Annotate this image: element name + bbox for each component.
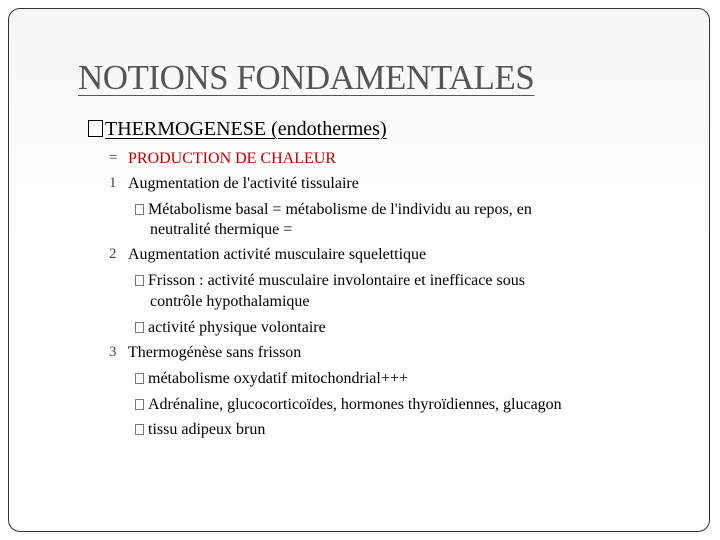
sub-point-text: Frisson : activité musculaire involontaire et inefficace sous: [148, 272, 525, 289]
sub-point: [135, 318, 326, 338]
slide-title: NOTIONS FONDAMENTALES: [78, 58, 535, 97]
sub-point-text: métabolisme oxydatif mitochondrial+++: [148, 370, 408, 387]
bullet-box-icon: [88, 120, 103, 137]
point-text: Thermogénèse sans frisson: [128, 344, 302, 361]
section-heading: [88, 118, 387, 141]
sub-point-text: Adrénaline, glucocorticoïdes, hormones thyroïdiennes, glucagon: [148, 396, 562, 413]
sub-bullet-icon: [135, 275, 144, 286]
sub-point: [135, 369, 408, 389]
sub-point-text: activité physique volontaire: [148, 319, 326, 336]
point-number: 3: [109, 344, 117, 360]
section-heading-text: THERMOGENESE (endothermes): [105, 118, 387, 140]
sub-point: [135, 271, 525, 291]
sub-point-text: Métabolisme basal = métabolisme de l'individu au repos, en: [148, 201, 532, 218]
sub-point: [135, 200, 532, 220]
sub-point: [135, 420, 265, 440]
definition-text: PRODUCTION DE CHALEUR: [128, 150, 336, 167]
point-number: 2: [109, 246, 117, 262]
sub-point-continuation: contrôle hypothalamique: [150, 293, 310, 310]
sub-point: [135, 395, 562, 415]
definition-marker: =: [109, 150, 118, 166]
sub-point-text: tissu adipeux brun: [148, 421, 266, 438]
sub-bullet-icon: [135, 399, 144, 410]
point-text: Augmentation de l'activité tissulaire: [128, 175, 359, 192]
sub-bullet-icon: [135, 373, 144, 384]
point-number: 1: [109, 175, 117, 191]
point-text: Augmentation activité musculaire squelettique: [128, 246, 427, 263]
sub-bullet-icon: [135, 322, 144, 333]
sub-bullet-icon: [135, 424, 144, 435]
sub-bullet-icon: [135, 204, 144, 215]
sub-point-continuation: neutralité thermique =: [150, 221, 293, 238]
